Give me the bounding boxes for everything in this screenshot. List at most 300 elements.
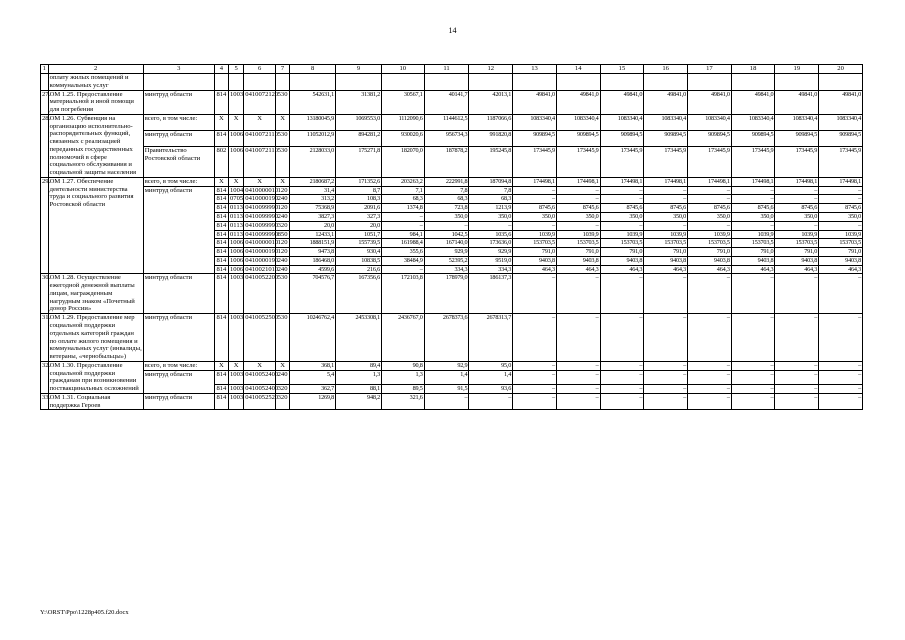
amount-cell: –	[644, 186, 688, 195]
amount-cell: –	[775, 361, 819, 370]
amount-cell: 1039,9	[688, 230, 732, 239]
amount-cell: 9519,0	[469, 256, 513, 265]
amount-cell: 174498,1	[731, 177, 775, 186]
amount-cell: 704576,7	[290, 274, 336, 314]
amount-cell: 350,0	[688, 213, 732, 222]
budget-code-cell: 1003	[228, 370, 243, 385]
amount-cell: 909894,5	[644, 131, 688, 147]
amount-cell: 929,9	[469, 248, 513, 257]
amount-cell: 75368,9	[290, 204, 336, 213]
amount-cell: 9403,8	[688, 256, 732, 265]
amount-cell: 153703,5	[644, 239, 688, 248]
amount-cell: 368,1	[290, 361, 336, 370]
amount-cell: 464,3	[775, 265, 819, 274]
amount-cell: 791,0	[513, 248, 557, 257]
amount-cell: 161988,4	[381, 239, 424, 248]
budget-code-cell: 0410072120	[244, 90, 276, 114]
amount-cell: –	[731, 195, 775, 204]
budget-code-cell: 1003	[228, 393, 243, 410]
amount-cell: –	[775, 314, 819, 362]
row-number: 28.	[41, 114, 49, 177]
amount-cell: –	[513, 221, 557, 230]
amount-cell: 174498,1	[556, 177, 600, 186]
table-row	[41, 177, 863, 186]
budget-code-cell: 1006	[229, 265, 244, 273]
budget-code-cell: 0113	[229, 230, 243, 238]
header-cell: 4	[214, 65, 228, 74]
amount-cell: –	[819, 186, 863, 195]
amount-cell: 31381,2	[336, 90, 382, 114]
amount-cell: –	[688, 314, 732, 362]
budget-code-cell: X	[214, 361, 228, 370]
amount-cell: 52395,2	[424, 256, 469, 265]
amount-cell: 167140,0	[424, 239, 469, 248]
amount-cell: 1083340,4	[556, 114, 600, 130]
amount-cell: 1187066,6	[469, 114, 513, 130]
budget-code-cell: X	[275, 361, 289, 370]
budget-code-cell: 814	[214, 90, 228, 114]
amount-cell: 8745,6	[513, 204, 557, 213]
amount-cell: –	[775, 393, 819, 410]
amount-cell: 2436767,0	[381, 314, 424, 362]
amount-cell: –	[644, 195, 688, 204]
amount-cell: 216,6	[336, 265, 382, 274]
amount-cell: 1,4	[424, 370, 469, 385]
amount-cell: –	[556, 274, 600, 314]
budget-code-cell: 814	[214, 213, 228, 222]
table-row	[41, 74, 863, 91]
budget-code-cell: 0410000010	[245, 186, 279, 194]
amount-cell: 174498,1	[688, 177, 732, 186]
amount-cell: 909894,5	[731, 131, 775, 147]
budget-code-cell: 814	[214, 204, 228, 213]
budget-code-cell: 120	[275, 239, 289, 248]
amount-cell: 178979,0	[424, 274, 469, 314]
amount-cell: 95,0	[469, 361, 513, 370]
budget-code-cell: 1004	[229, 186, 244, 194]
budget-code-cell: 240	[275, 195, 289, 204]
amount-cell: –	[688, 385, 732, 394]
amount-cell: 1,4	[469, 370, 513, 385]
header-cell: 17	[688, 65, 732, 74]
responsible-executor: минтруд области	[143, 131, 214, 147]
amount-cell: –	[600, 195, 644, 204]
amount-cell: 5,4	[290, 370, 336, 385]
budget-code-cell: 814	[214, 265, 228, 274]
measure-name: ОМ 1.27. Обеспечение деятельности министерства труда и социального развития Ростовской области	[48, 177, 143, 273]
amount-cell: 174498,1	[600, 177, 644, 186]
amount-cell: 464,3	[819, 265, 863, 274]
measure-name: ОМ 1.30. Предоставление социальной поддержки гражданам при возникновении поствакцинальных осложнений	[48, 361, 143, 393]
amount-cell: –	[688, 370, 732, 385]
amount-cell: 350,0	[731, 213, 775, 222]
budget-code-cell: X	[275, 114, 289, 130]
amount-cell: –	[688, 393, 732, 410]
amount-cell: 89,4	[336, 361, 382, 370]
budget-code-cell: 240	[275, 265, 289, 274]
amount-cell: 186137,3	[469, 274, 513, 314]
amount-cell: –	[731, 186, 775, 195]
amount-cell: 791,0	[819, 248, 863, 257]
amount-cell: –	[819, 195, 863, 204]
header-cell: 11	[424, 65, 469, 74]
amount-cell: –	[513, 195, 557, 204]
amount-cell: 791,0	[688, 248, 732, 257]
amount-cell: 89,5	[381, 385, 424, 394]
amount-cell: 174498,1	[819, 177, 863, 186]
header-cell: 13	[513, 65, 557, 74]
budget-code-cell: 814	[214, 274, 228, 314]
amount-cell: –	[644, 274, 688, 314]
amount-cell: –	[381, 221, 424, 230]
header-cell: 8	[290, 65, 336, 74]
amount-cell: 1069553,0	[336, 114, 382, 130]
amount-cell: 464,3	[600, 265, 644, 274]
amount-cell: 1051,7	[336, 230, 382, 239]
budget-code-cell: 0113	[229, 204, 243, 212]
amount-cell: 8745,6	[819, 204, 863, 213]
amount-cell: 49841,0	[556, 90, 600, 114]
amount-cell: –	[731, 221, 775, 230]
amount-cell: 350,0	[469, 213, 513, 222]
amount-cell: –	[775, 274, 819, 314]
amount-cell: –	[688, 195, 732, 204]
amount-cell: –	[644, 370, 688, 385]
amount-cell: 464,3	[556, 265, 600, 274]
budget-code-cell: 120	[275, 248, 289, 257]
responsible-executor: всего, в том числе:	[143, 177, 214, 186]
budget-code-cell: X	[244, 177, 276, 186]
budget-code-cell: 0410052200	[244, 274, 276, 314]
amount-cell: 42013,1	[469, 90, 513, 114]
budget-code-cell: 0410000190	[245, 195, 279, 203]
amount-cell: 464,3	[731, 265, 775, 274]
amount-cell: –	[556, 385, 600, 394]
budget-code-cell: 814	[214, 314, 228, 362]
header-cell: 10	[381, 65, 424, 74]
amount-cell: –	[731, 274, 775, 314]
amount-cell: 350,0	[424, 213, 469, 222]
amount-cell: 186468,0	[290, 256, 336, 265]
responsible-executor: минтруд области	[143, 186, 214, 274]
budget-code-cell: 1006	[228, 147, 243, 178]
budget-code-cell: 0410072110	[244, 147, 276, 178]
amount-cell: –	[819, 370, 863, 385]
amount-cell: 49841,0	[600, 90, 644, 114]
budget-code-cell: X	[228, 361, 243, 370]
measure-name: ОМ 1.25. Предоставление материальной и иной помощи для погребения	[48, 90, 143, 114]
amount-cell: 1112090,6	[381, 114, 424, 130]
measure-name: ОМ 1.29. Предоставление мер социальной поддержки отдельных категорий граждан по оплате жилого помещения и коммунальных услуг (инвалиды, ветераны, «чернобыльцы»)	[49, 314, 142, 361]
amount-cell: 174498,1	[775, 177, 819, 186]
budget-code-cell: 0410052400	[244, 370, 276, 385]
amount-cell: 1374,8	[381, 204, 424, 213]
amount-cell: –	[600, 370, 644, 385]
amount-cell: 909894,5	[513, 131, 557, 147]
budget-code-cell: 814	[214, 195, 228, 204]
table-row	[41, 393, 863, 410]
empty-cell	[275, 74, 289, 91]
table-row	[41, 274, 863, 314]
amount-cell: –	[644, 221, 688, 230]
budget-table	[40, 64, 863, 410]
header-cell: 16	[644, 65, 688, 74]
amount-cell: –	[513, 370, 557, 385]
amount-cell: 909894,5	[688, 131, 732, 147]
amount-cell: 7,8	[469, 186, 513, 195]
row-number: 32.	[41, 361, 49, 393]
amount-cell: 2678373,6	[424, 314, 469, 362]
amount-cell: –	[731, 385, 775, 394]
amount-cell: –	[731, 370, 775, 385]
responsible-executor: минтруд области	[143, 274, 214, 314]
responsible-executor: минтруд области	[143, 370, 214, 393]
table-row	[41, 314, 863, 362]
budget-code-cell: 1006	[229, 239, 244, 247]
amount-cell: 464,3	[513, 265, 557, 274]
header-cell: 3	[143, 65, 214, 74]
amount-cell: 167356,6	[336, 274, 382, 314]
budget-code-cell: X	[228, 114, 243, 130]
footer-file-path: Y:\ORST\Ppo\1228p405.f20.docx	[40, 609, 129, 616]
amount-cell: 9473,8	[290, 248, 336, 257]
amount-cell: 153703,5	[556, 239, 600, 248]
amount-cell: 313,2	[290, 195, 336, 204]
amount-cell: –	[775, 385, 819, 394]
amount-cell: –	[556, 314, 600, 362]
amount-cell: 9403,8	[556, 256, 600, 265]
budget-code-cell: 0410000010	[245, 239, 279, 247]
empty-cell	[143, 74, 214, 91]
amount-cell: 49841,0	[731, 90, 775, 114]
empty-cell	[424, 74, 469, 91]
header-cell: 14	[556, 65, 600, 74]
budget-code-cell: 0410052400	[245, 385, 279, 393]
amount-cell: 31,4	[290, 186, 336, 195]
budget-code-cell: 0410000190	[245, 248, 279, 256]
amount-cell: 929,9	[424, 248, 469, 257]
header-cell: 19	[775, 65, 819, 74]
amount-cell: 956734,3	[424, 131, 469, 147]
amount-cell: 3827,3	[290, 213, 336, 222]
budget-code-cell: 0410052520	[244, 393, 276, 410]
budget-code-cell: 814	[214, 230, 228, 239]
page-number: 14	[448, 26, 457, 35]
budget-code-cell: 530	[275, 314, 289, 362]
amount-cell: 88,1	[336, 385, 382, 394]
amount-cell: 1039,9	[644, 230, 688, 239]
empty-cell	[513, 74, 557, 91]
amount-cell: 13180045,9	[290, 114, 336, 130]
empty-cell	[228, 74, 243, 91]
amount-cell: 909894,5	[775, 131, 819, 147]
amount-cell: 174498,1	[513, 177, 557, 186]
amount-cell: 173445,9	[819, 147, 863, 178]
budget-code-cell: 320	[275, 385, 289, 394]
amount-cell: 49841,0	[513, 90, 557, 114]
amount-cell: 930020,6	[381, 131, 424, 147]
budget-code-cell: 320	[275, 393, 289, 410]
amount-cell: 1039,9	[731, 230, 775, 239]
amount-cell: –	[381, 265, 424, 274]
amount-cell: 1083340,4	[644, 114, 688, 130]
amount-cell: –	[600, 361, 644, 370]
amount-cell: 155739,5	[336, 239, 382, 248]
budget-code-cell: 0410099990	[245, 213, 279, 221]
budget-code-cell: 240	[275, 370, 289, 385]
responsible-executor: минтруд области	[143, 314, 214, 362]
empty-cell	[775, 74, 819, 91]
amount-cell: –	[731, 314, 775, 362]
budget-code-cell: 850	[275, 230, 289, 239]
amount-cell: 172103,8	[381, 274, 424, 314]
budget-code-cell: 1003	[229, 385, 244, 393]
amount-cell: –	[775, 370, 819, 385]
amount-cell: 173445,9	[513, 147, 557, 178]
budget-code-cell: 0410052500	[244, 314, 276, 362]
amount-cell: 1039,9	[775, 230, 819, 239]
budget-code-cell: 0410099990	[245, 221, 279, 229]
budget-code-cell: 814	[214, 221, 228, 230]
amount-cell: 2180687,2	[290, 177, 336, 186]
amount-cell: 1144612,5	[424, 114, 469, 130]
header-cell: 20	[819, 65, 863, 74]
amount-cell: 8745,6	[688, 204, 732, 213]
amount-cell: 173445,9	[600, 147, 644, 178]
amount-cell: 321,6	[381, 393, 424, 410]
amount-cell: –	[381, 213, 424, 222]
amount-cell: 894281,2	[336, 131, 382, 147]
row-number: 31.	[41, 314, 49, 362]
amount-cell: 1213,9	[469, 204, 513, 213]
budget-code-cell: 120	[275, 186, 289, 195]
amount-cell: 464,3	[644, 265, 688, 274]
budget-code-cell: X	[228, 177, 243, 186]
budget-code-cell: X	[214, 177, 228, 186]
amount-cell: 173445,9	[775, 147, 819, 178]
budget-code-cell: 0113	[229, 221, 243, 229]
budget-code-cell: 0410021010	[245, 265, 279, 273]
amount-cell: 153703,5	[688, 239, 732, 248]
amount-cell: 1039,9	[513, 230, 557, 239]
amount-cell: 334,3	[424, 265, 469, 274]
header-cell: 1	[41, 65, 49, 74]
amount-cell: 10838,5	[336, 256, 382, 265]
amount-cell: 195245,8	[469, 147, 513, 178]
amount-cell: 92,9	[424, 361, 469, 370]
amount-cell: –	[731, 393, 775, 410]
amount-cell: 222991,8	[424, 177, 469, 186]
table-row	[41, 90, 863, 114]
amount-cell: 173445,9	[688, 147, 732, 178]
amount-cell: 68,3	[469, 195, 513, 204]
amount-cell: –	[469, 393, 513, 410]
amount-cell: 2453308,1	[336, 314, 382, 362]
amount-cell: 11052012,9	[290, 131, 336, 147]
amount-cell: 182070,0	[381, 147, 424, 178]
amount-cell: 791,0	[644, 248, 688, 257]
header-cell: 6	[244, 65, 276, 74]
amount-cell: 8745,6	[600, 204, 644, 213]
header-cell: 12	[469, 65, 513, 74]
amount-cell: 1888151,9	[290, 239, 336, 248]
budget-code-cell: 0113	[229, 213, 243, 221]
amount-cell: 1035,6	[469, 230, 513, 239]
amount-cell: –	[513, 314, 557, 362]
amount-cell: 187094,8	[469, 177, 513, 186]
budget-code-cell: 814	[214, 248, 228, 257]
budget-code-cell: 0410072110	[244, 131, 276, 147]
amount-cell: –	[688, 274, 732, 314]
amount-cell: 355,6	[381, 248, 424, 257]
amount-cell: 909894,5	[556, 131, 600, 147]
budget-code-cell: 1006	[228, 131, 243, 147]
row-number: 29.	[41, 177, 49, 273]
amount-cell: –	[513, 385, 557, 394]
budget-code-cell: 1003	[228, 274, 243, 314]
empty-cell	[644, 74, 688, 91]
amount-cell: –	[513, 186, 557, 195]
budget-code-cell: 814	[214, 393, 228, 410]
budget-code-cell: 0410099990	[245, 204, 279, 212]
budget-code-cell: 240	[275, 213, 289, 222]
amount-cell: –	[424, 393, 469, 410]
budget-code-cell: 120	[275, 204, 289, 213]
row-number: 27.	[41, 90, 49, 114]
table-row	[41, 114, 863, 130]
amount-cell: 1083340,4	[513, 114, 557, 130]
header-cell: 2	[48, 65, 143, 74]
empty-cell	[556, 74, 600, 91]
amount-cell: 153703,5	[600, 239, 644, 248]
responsible-executor: минтруд области	[143, 393, 214, 410]
amount-cell: –	[600, 314, 644, 362]
amount-cell: 203263,2	[381, 177, 424, 186]
amount-cell: 108,3	[336, 195, 382, 204]
amount-cell: 7,1	[381, 186, 424, 195]
amount-cell: 1,3	[336, 370, 382, 385]
amount-cell: –	[644, 393, 688, 410]
amount-cell: 68,3	[381, 195, 424, 204]
amount-cell: 1083340,4	[731, 114, 775, 130]
amount-cell: –	[819, 393, 863, 410]
amount-cell: 350,0	[513, 213, 557, 222]
amount-cell: 10246762,4	[290, 314, 336, 362]
table-row	[41, 370, 863, 385]
amount-cell: 187878,2	[424, 147, 469, 178]
amount-cell: 91,5	[424, 385, 469, 394]
table-row	[41, 147, 863, 178]
amount-cell: –	[819, 385, 863, 394]
amount-cell: –	[513, 393, 557, 410]
amount-cell: 350,0	[600, 213, 644, 222]
row-number: 30.	[41, 274, 49, 314]
budget-code-cell: 0705	[229, 195, 244, 203]
amount-cell: 9403,8	[644, 256, 688, 265]
amount-cell: –	[556, 221, 600, 230]
amount-cell: 174498,1	[644, 177, 688, 186]
amount-cell: 1,3	[381, 370, 424, 385]
amount-cell: 49841,0	[775, 90, 819, 114]
amount-cell: –	[819, 361, 863, 370]
budget-code-cell: 530	[275, 274, 289, 314]
amount-cell: 2678313,7	[469, 314, 513, 362]
amount-cell: 68,3	[424, 195, 469, 204]
amount-cell: 1039,9	[819, 230, 863, 239]
amount-cell: 8,7	[336, 186, 382, 195]
amount-cell: 791,0	[731, 248, 775, 257]
amount-cell: –	[556, 361, 600, 370]
